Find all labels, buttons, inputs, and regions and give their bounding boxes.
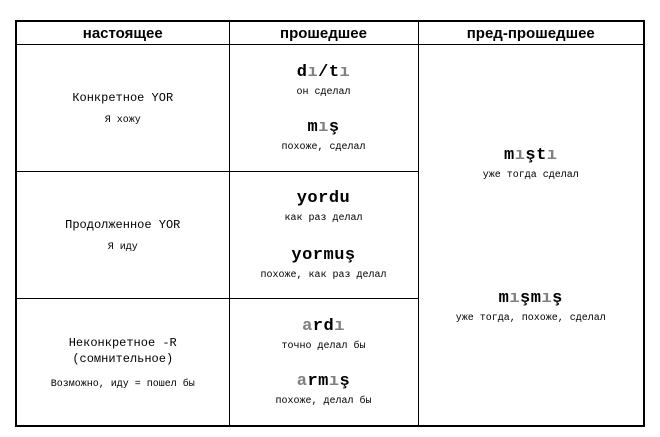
table-row — [16, 45, 644, 172]
form-part: m — [307, 118, 319, 137]
present-title-line: Неконкретное -R — [68, 335, 177, 350]
past-cell — [229, 299, 418, 427]
form-part: ş — [339, 372, 351, 391]
form-part: rm — [307, 372, 329, 391]
present-subtitle: Я хожу — [104, 114, 141, 126]
suffix-form — [230, 189, 418, 209]
form-part: yordu — [296, 189, 351, 208]
suffix-form — [230, 317, 418, 337]
suffix-form — [230, 372, 418, 392]
form-translation: похоже, как раз делал — [260, 270, 387, 281]
past-cell — [229, 172, 418, 299]
form-part-vowel: ı — [339, 63, 351, 82]
form-part: şm — [520, 289, 542, 308]
form-part: /t — [318, 63, 340, 82]
present-subtitle: Я иду — [107, 241, 138, 253]
header-row — [16, 21, 644, 45]
form-part-vowel: ı — [307, 63, 319, 82]
present-cell — [16, 299, 229, 427]
form-part: şt — [525, 146, 547, 165]
header-pluperfect: пред-прошедшее — [418, 21, 644, 45]
suffix-form — [230, 63, 418, 83]
present-title — [17, 335, 229, 367]
form-part: ş — [552, 289, 563, 308]
form-translation: он сделал — [296, 87, 351, 98]
form-translation: уже тогда сделал — [482, 170, 579, 181]
form-translation: точно делал бы — [281, 341, 366, 352]
past-cell — [229, 45, 418, 172]
header-past: прошедшее — [229, 21, 418, 45]
form-part: rd — [312, 317, 335, 336]
form-part-vowel: a — [302, 317, 313, 336]
present-title: Продолженное YOR — [65, 217, 181, 232]
form-part-vowel: ı — [334, 317, 345, 336]
suffix-form — [230, 246, 418, 266]
tense-table — [15, 20, 645, 427]
form-translation: как раз делал — [284, 213, 363, 224]
form-part-vowel: ı — [328, 372, 340, 391]
header-present: настоящее — [16, 21, 229, 45]
suffix-form — [419, 146, 644, 166]
suffix-form — [419, 289, 644, 309]
form-translation: похоже, сделал — [281, 142, 366, 153]
form-part-vowel: ı — [509, 289, 521, 308]
pluperfect-cell — [418, 45, 644, 427]
suffix-form — [230, 118, 418, 138]
form-part: d — [296, 63, 308, 82]
present-title: Конкретное YOR — [72, 90, 174, 105]
form-part-vowel: ı — [541, 289, 553, 308]
form-part-vowel: ı — [514, 146, 526, 165]
form-part-vowel: ı — [318, 118, 329, 137]
form-translation: уже тогда, похоже, сделал — [455, 313, 606, 324]
present-cell — [16, 172, 229, 299]
form-translation: похоже, делал бы — [275, 396, 372, 407]
form-part: m — [503, 146, 515, 165]
form-part: m — [498, 289, 510, 308]
present-title-line: (сомнительное) — [72, 351, 174, 366]
form-part: yormuş — [291, 246, 356, 265]
form-part-vowel: ı — [546, 146, 558, 165]
form-part-vowel: a — [296, 372, 308, 391]
present-subtitle: Возможно, иду = пошел бы — [50, 378, 195, 390]
form-part: ş — [328, 118, 340, 137]
present-cell — [16, 45, 229, 172]
